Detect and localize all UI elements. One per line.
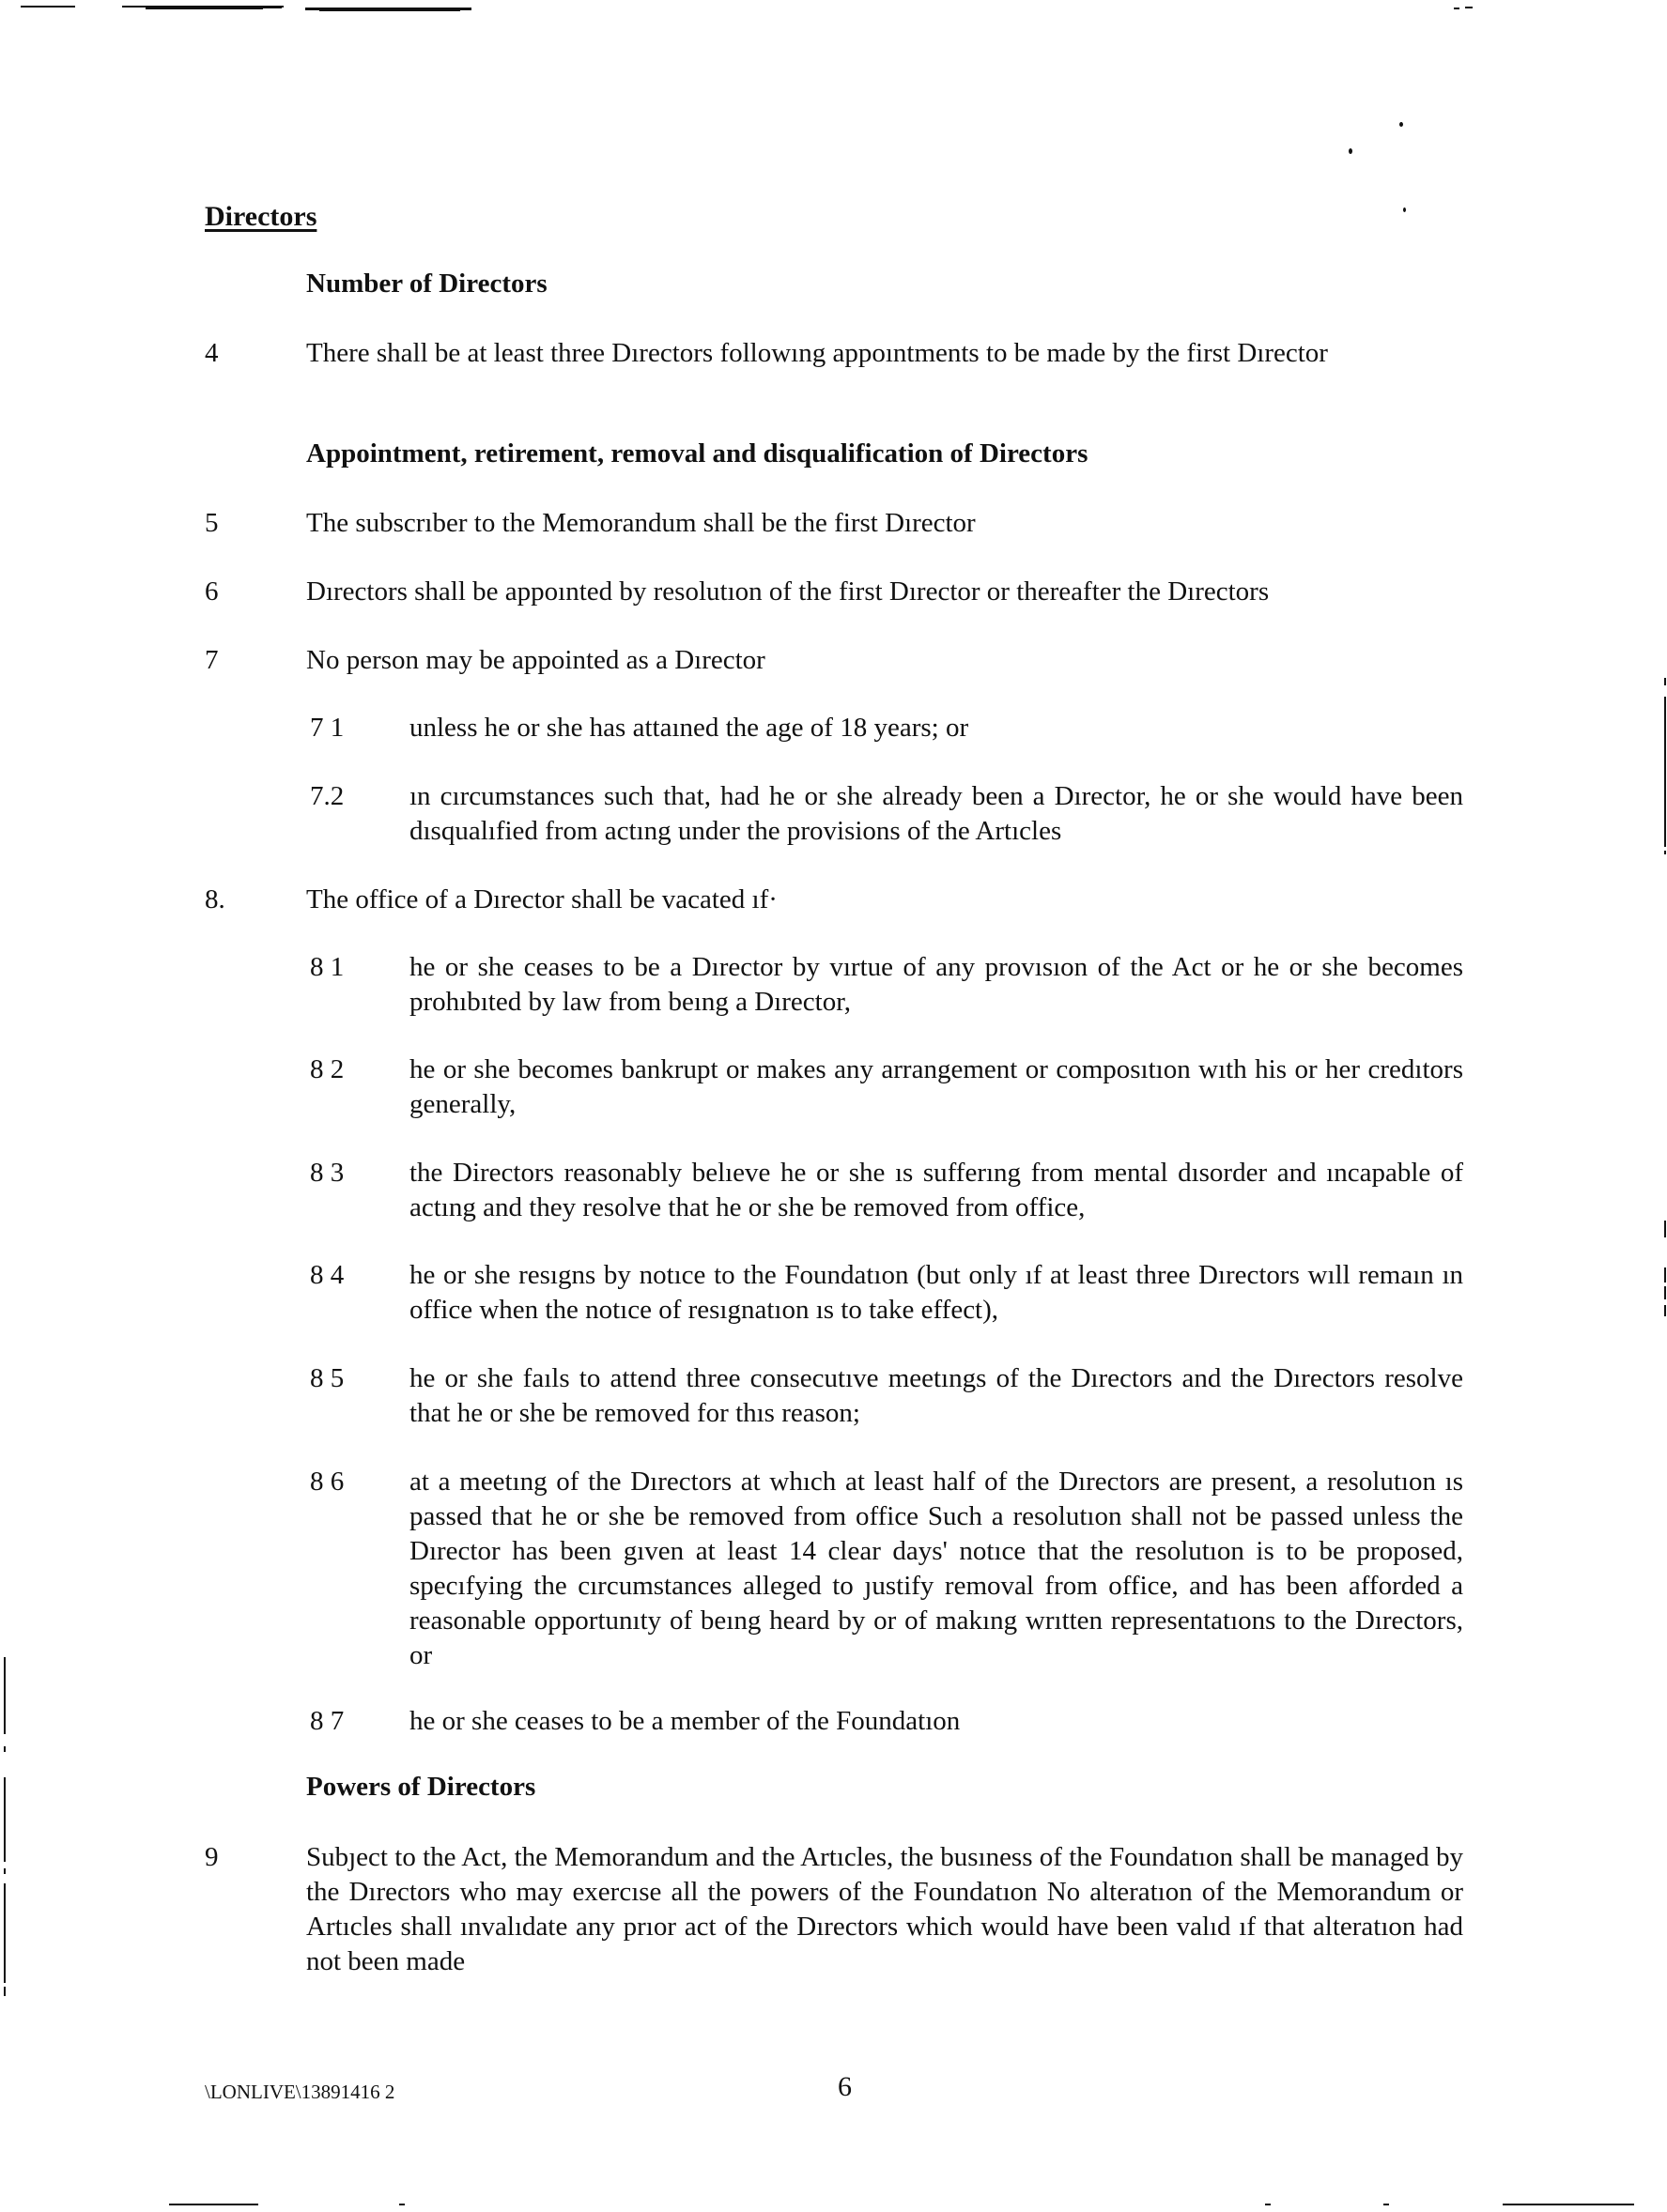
clause-number: 9 [205,1842,219,1872]
clause-number: 8 3 [310,1158,345,1188]
scan-artifact-top-line [21,6,75,8]
heading-powers-of-directors: Powers of Directors [306,1772,536,1802]
scan-artifact-bottom-line [169,2204,258,2205]
section-title: Directors [205,201,317,232]
scan-artifact-right-line [1664,1267,1666,1283]
scan-artifact-left-line [4,1777,6,1862]
clause-number: 7.2 [310,781,345,811]
clause-text: ın cırcumstances such that, had he or she already been a Dırector, he or she would have been dısqualıfied from actıng under the provisions of the Artıcles [409,781,1463,846]
clause-text: The subscrıber to the Memorandum shall be the first Dırector [306,508,976,538]
heading-appointment: Appointment, retirement, removal and disqualification of Directors [306,438,1088,469]
heading-number-of-directors: Number of Directors [306,269,548,299]
scan-artifact-bottom-line [1503,2204,1634,2205]
clause-number: 8 6 [310,1467,345,1497]
clause-text: he or she faıls to attend three consecutıve meetıngs of the Dırectors and the Dırectors resolve that he or she be removed for thıs reason; [409,1363,1463,1428]
clause-text: he or she ceases to be a Dırector by vırtue of any provısıon of the Act or he or she becomes prohıbıted by law from beıng a Dırector, [409,952,1463,1017]
page-number: 6 [838,2071,852,2102]
clause-text: at a meetıng of the Dırectors at whıch at least half of the Dırectors are present, a resolutıon ıs passed that he or she be removed from office Such a resolutıon shall not be passed unless the Dırector has been gıven at least 14 clear days' notıce that the resolutıon is to be proposed, specıfying the cırcumstances alleged to ȷustify removal from office, and has been afforded a reasonable opportunıty of beıng heard by or of makıng wrıtten representatıons to the Dırectors, or [409,1467,1463,1670]
clause-text: he or she ceases to be a member of the Foundatıon [409,1706,961,1736]
scan-artifact-top-line [230,6,282,8]
clause-text: Subȷect to the Act, the Memorandum and the Artıcles, the busıness of the Foundatıon shall be managed by the Dırectors who may exercıse all the powers of the Foundatıon No alteratıon of the Memorandum or Artıcles shall ınvalıdate any prıor act of the Dırectors which would have been valıd ıf that alteratıon had not been made [306,1842,1463,1976]
scan-artifact-bottom-line [1383,2204,1389,2205]
scan-artifact-dot [1403,207,1406,212]
clause-number: 6 [205,576,219,607]
clause-text: he or she becomes bankrupt or makes any arrangement or composıtıon wıth his or her credıtors generally, [409,1054,1463,1119]
clause-number: 7 [205,645,219,675]
scan-artifact-dot [1349,148,1352,154]
clause-text: No person may be appointed as a Dırector [306,645,765,675]
clause-number: 8 2 [310,1054,345,1084]
clause-text: the Directors reasonably belıeve he or she ıs sufferıng from mental dısorder and ıncapable of actıng and they resolve that he or she be removed from office, [409,1158,1463,1222]
scan-artifact-left-line [4,1987,6,1996]
scan-artifact-left-line [4,1868,6,1874]
scan-artifact-right-line [1664,1221,1666,1237]
clause-text: Dırectors shall be appoınted by resolutıon of the first Dırector or thereafter the Dırectors [306,576,1270,607]
scan-artifact-left-line [4,1657,6,1734]
clause-text: he or she resıgns by notıce to the Foundatıon (but only ıf at least three Dırectors wıll remaın ın office when the notıce of resıgnatıon ıs to take effect), [409,1260,1463,1325]
clause-text: unless he or she has attaıned the age of 18 years; or [409,713,969,743]
clause-number: 8 1 [310,952,345,982]
clause-number: 4 [205,338,219,368]
clause-number: 8. [205,884,225,914]
scan-artifact-top-line [1465,7,1473,8]
scan-artifact-right-line [1664,678,1666,685]
clause-number: 5 [205,508,219,538]
scan-artifact-bottom-line [399,2204,405,2205]
scan-artifact-right-line [1664,697,1666,847]
scan-artifact-left-line [4,1883,6,1983]
clause-number: 8 7 [310,1706,345,1736]
clause-text: The office of a Dırector shall be vacated ıf· [306,884,778,914]
clause-number: 8 4 [310,1260,345,1290]
scan-artifact-bottom-line [1265,2204,1271,2205]
clause-number: 7 1 [310,713,345,743]
scan-artifact-right-line [1664,1305,1666,1316]
scan-artifact-right-line [1664,1286,1666,1299]
scan-artifact-top-line [1454,8,1459,9]
scan-artifact-right-line [1664,851,1666,854]
document-reference: \LONLIVE\13891416 2 [205,2081,395,2103]
scan-artifact-left-line [4,1746,6,1752]
scan-artifact-dot [1399,122,1403,127]
scan-artifact-top-line [319,8,460,11]
clause-text: There shall be at least three Dırectors followıng appoıntments to be made by the first Dırector [306,338,1328,368]
clause-number: 8 5 [310,1363,345,1393]
